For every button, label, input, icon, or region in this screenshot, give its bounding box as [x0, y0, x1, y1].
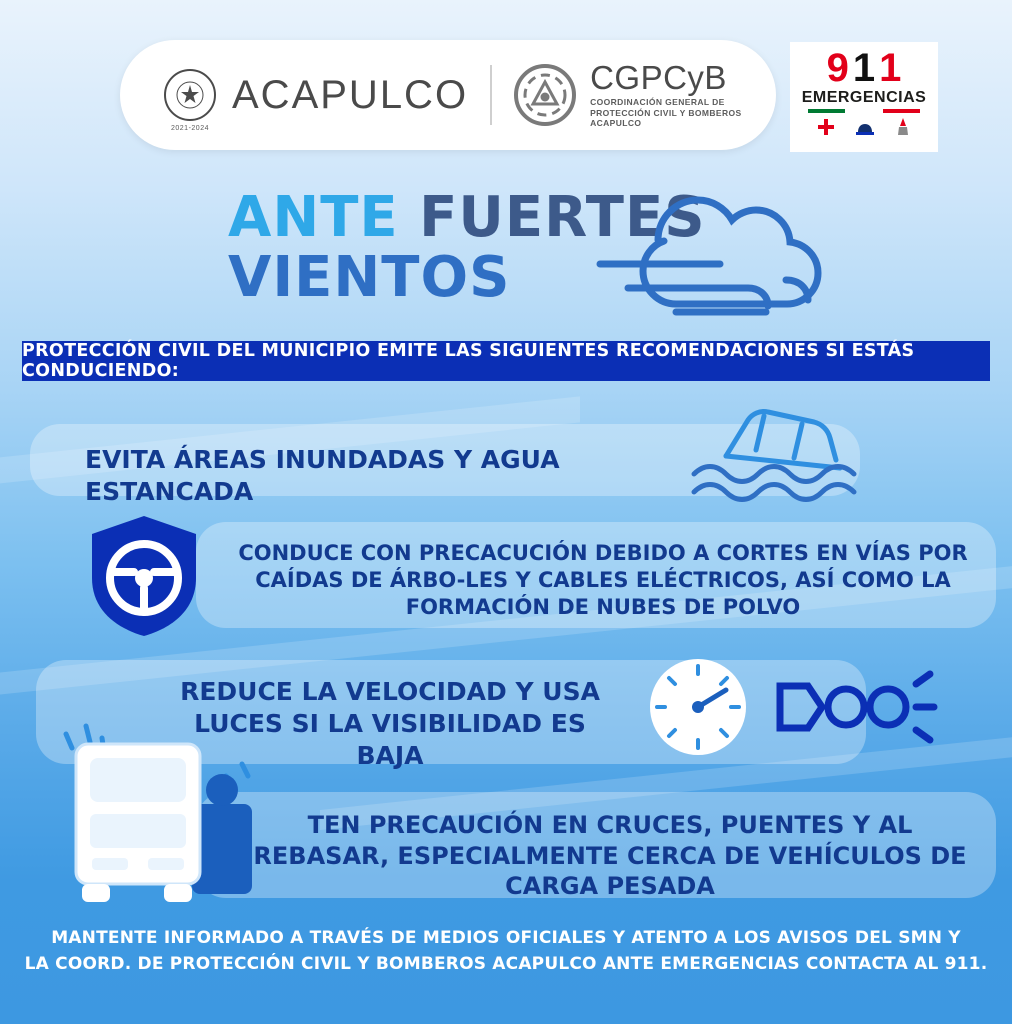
title-word-ante: ANTE	[228, 185, 399, 250]
emergency-digit-1: 9	[826, 46, 849, 90]
tip-text-flooded-areas: EVITA ÁREAS INUNDADAS Y AGUA ESTANCADA	[85, 445, 560, 506]
speedometer-headlights-icon	[640, 652, 940, 767]
title-word-vientos: VIENTOS	[228, 245, 511, 310]
title-word-fuertes: FUERTES	[419, 185, 706, 250]
tip-text-reduce-speed: REDUCE LA VELOCIDAD Y USA LUCES SI LA VISIBILIDAD ES BAJA	[180, 677, 600, 770]
heavy-truck-icon	[52, 718, 282, 923]
acapulco-seal-years: 2021-2024	[171, 125, 209, 132]
wind-cloud-icon	[580, 168, 910, 333]
cgpcyb-sub-line1: COORDINACIÓN GENERAL DE	[590, 97, 725, 108]
police-cap-icon	[854, 119, 876, 142]
civil-protection-icon	[514, 64, 576, 126]
acapulco-seal-icon	[164, 69, 216, 132]
cgpcyb-sub-line3: ACAPULCO	[590, 118, 642, 129]
emergency-number	[827, 48, 902, 88]
footer-line-1: MANTENTE INFORMADO A TRAVÉS DE MEDIOS OFICIALES Y ATENTO A LOS AVISOS DEL SMN Y	[51, 928, 961, 948]
recommendations-banner	[22, 341, 990, 381]
logo-bar	[120, 40, 776, 150]
emergency-label: EMERGENCIAS	[801, 89, 927, 106]
tricolor-bar	[808, 109, 920, 113]
footer-line-2: LA COORD. DE PROTECCIÓN CIVIL Y BOMBEROS ACAPULCO ANTE EMERGENCIAS CONTACTA AL 911.	[24, 954, 988, 975]
banner-text: PROTECCIÓN CIVIL DEL MUNICIPIO EMITE LAS SIGUIENTES RECOMENDACIONES SI ESTÁS CONDUCIENDO:	[22, 341, 915, 381]
logo-divider	[490, 65, 492, 125]
firefighter-icon	[894, 117, 912, 142]
acapulco-wordmark: ACAPULCO	[232, 72, 469, 117]
medical-cross-icon	[816, 117, 836, 142]
emergency-digit-3: 1	[879, 46, 902, 90]
cgpcyb-title: CGPCyB	[590, 59, 727, 97]
footer-note	[0, 925, 1012, 978]
tip-text-drive-carefully: CONDUCE CON PRECACUCIÓN DEBIDO A CORTES EN VÍAS POR CAÍDAS DE ÁRBO-LES Y CABLES ELÉCTRICOS, ASÍ COMO LA FORMACIÓN DE NUBES DE POLVO	[238, 541, 968, 619]
emergency-digit-2: 1	[852, 46, 876, 90]
emergency-911-badge	[790, 42, 938, 152]
emergency-service-icons	[816, 117, 912, 142]
sinking-car-icon	[690, 398, 900, 513]
cgpcyb-text	[590, 61, 742, 129]
steering-wheel-shield-icon	[84, 512, 204, 645]
tip-text-crossings: TEN PRECAUCIÓN EN CRUCES, PUENTES Y AL REBASAR, ESPECIALMENTE CERCA DE VEHÍCULOS DE CARGA PESADA	[253, 811, 967, 901]
acapulco-logo	[120, 69, 469, 132]
cgpcyb-sub-line2: PROTECCIÓN CIVIL Y BOMBEROS	[590, 107, 742, 118]
cgpcyb-logo	[514, 61, 742, 129]
